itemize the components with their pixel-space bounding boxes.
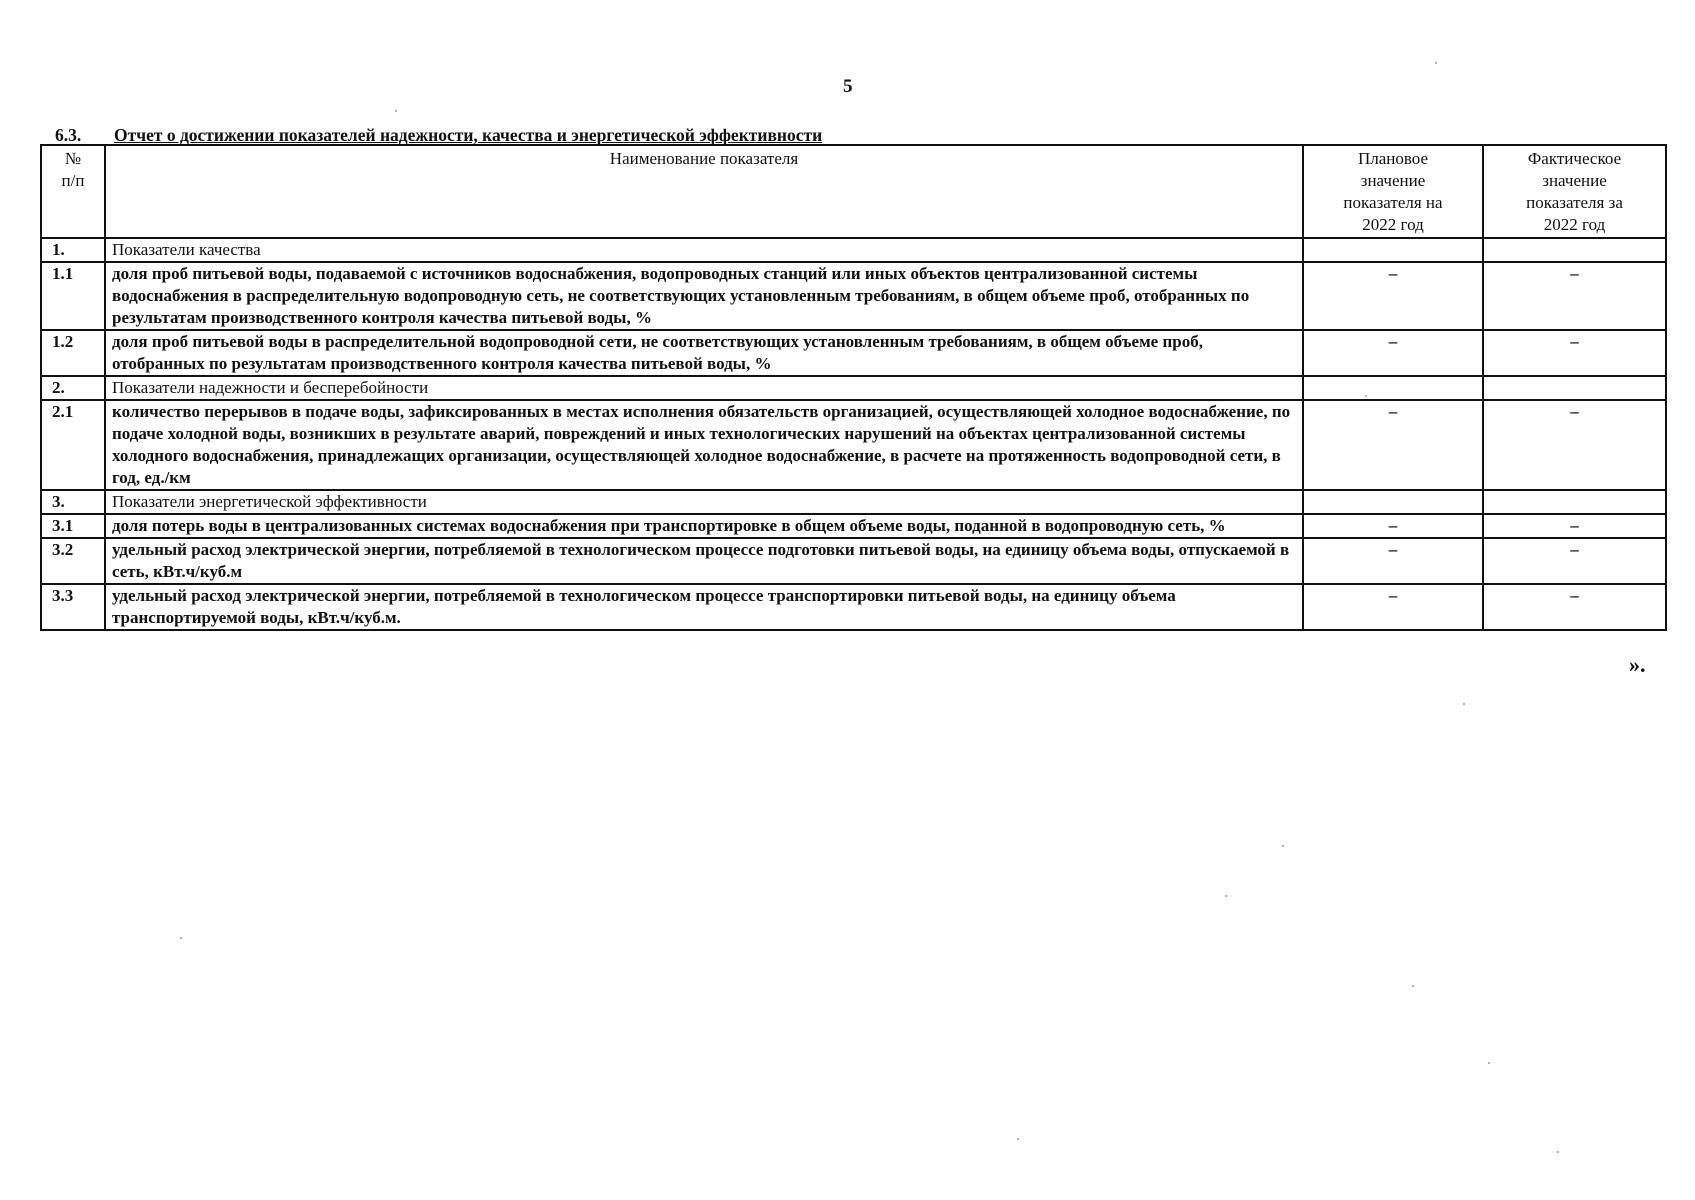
row-number: 1. <box>41 238 105 262</box>
table-section-row <box>41 376 1666 400</box>
scan-speck <box>1365 395 1367 397</box>
row-planned-value: – <box>1303 514 1483 538</box>
row-number: 2.1 <box>41 400 105 490</box>
row-actual-value: – <box>1483 538 1666 584</box>
row-indicator-name: количество перерывов в подаче воды, зафиксированных в местах исполнения обязательств организацией, осуществляющей холодное водоснабжение, по подаче холодной воды, возникших в результате аварий, повреждений и иных технологических нарушений на объектах централизованной системы холодного водоснабжения, принадлежащих организации, осуществляющей холодное водоснабжение, в расчете на протяженность водопроводной сети, в год, ед./км <box>105 400 1303 490</box>
header-no-line-2: п/п <box>61 171 85 190</box>
scan-speck <box>1488 1062 1490 1064</box>
row-number: 3.1 <box>41 514 105 538</box>
scan-speck <box>1557 1151 1559 1153</box>
row-indicator-name: Показатели надежности и бесперебойности <box>105 376 1303 400</box>
row-actual-value <box>1483 490 1666 514</box>
indicators-table <box>40 144 1667 631</box>
row-actual-value: – <box>1483 400 1666 490</box>
row-planned-value: – <box>1303 400 1483 490</box>
row-planned-value: – <box>1303 584 1483 630</box>
row-indicator-name: удельный расход электрической энергии, потребляемой в технологическом процессе транспортировки питьевой воды, на единицу объема транспортируемой воды, кВт.ч/куб.м. <box>105 584 1303 630</box>
table-row <box>41 538 1666 584</box>
row-planned-value <box>1303 490 1483 514</box>
row-number: 3.3 <box>41 584 105 630</box>
page-number: 5 <box>843 76 853 97</box>
row-indicator-name: доля проб питьевой воды в распределительной водопроводной сети, не соответствующих установленным требованиям, в общем объеме проб, отобранных по результатам производственного контроля качества питьевой воды, % <box>105 330 1303 376</box>
header-planned: Плановое значение показателя на 2022 год <box>1303 145 1483 238</box>
row-number: 1.2 <box>41 330 105 376</box>
header-actual: Фактическое значение показателя за 2022 год <box>1483 145 1666 238</box>
closing-quote: ». <box>1629 652 1646 677</box>
row-planned-value <box>1303 238 1483 262</box>
table-section-row <box>41 238 1666 262</box>
table-header-row <box>41 145 1666 238</box>
table-row <box>41 262 1666 330</box>
scan-speck <box>1463 703 1465 705</box>
row-number: 1.1 <box>41 262 105 330</box>
row-actual-value: – <box>1483 514 1666 538</box>
table-body <box>41 238 1666 630</box>
scan-speck <box>1435 62 1437 64</box>
row-actual-value: – <box>1483 330 1666 376</box>
row-planned-value: – <box>1303 538 1483 584</box>
header-name: Наименование показателя <box>105 145 1303 238</box>
row-number: 3.2 <box>41 538 105 584</box>
table-row <box>41 584 1666 630</box>
row-planned-value: – <box>1303 330 1483 376</box>
row-actual-value <box>1483 376 1666 400</box>
row-actual-value <box>1483 238 1666 262</box>
header-no-line-1: № <box>64 149 82 168</box>
row-actual-value: – <box>1483 584 1666 630</box>
table-row <box>41 400 1666 490</box>
row-planned-value: – <box>1303 262 1483 330</box>
row-indicator-name: удельный расход электрической энергии, потребляемой в технологическом процессе подготовки питьевой воды, на единицу объема воды, отпускаемой в сеть, кВт.ч/куб.м <box>105 538 1303 584</box>
section-number: 6.3. <box>55 125 82 145</box>
scan-speck <box>1017 1138 1019 1140</box>
row-actual-value: – <box>1483 262 1666 330</box>
scan-speck <box>1282 845 1284 847</box>
scan-speck <box>1225 895 1227 897</box>
row-indicator-name: доля потерь воды в централизованных системах водоснабжения при транспортировке в общем объеме воды, поданной в водопроводную сеть, % <box>105 514 1303 538</box>
row-planned-value <box>1303 376 1483 400</box>
table-row <box>41 514 1666 538</box>
row-indicator-name: Показатели энергетической эффективности <box>105 490 1303 514</box>
table-section-row <box>41 490 1666 514</box>
scan-speck <box>1412 985 1414 987</box>
row-number: 3. <box>41 490 105 514</box>
table-row <box>41 330 1666 376</box>
scan-speck <box>180 937 182 939</box>
header-no <box>41 145 105 238</box>
section-title: Отчет о достижении показателей надежности, качества и энергетической эффективности <box>114 125 823 145</box>
row-indicator-name: доля проб питьевой воды, подаваемой с источников водоснабжения, водопроводных станций или иных объектов централизованной системы водоснабжения в распределительную водопроводную сеть, не соответствующих установленным требованиям, в общем объеме проб, отобранных по результатам производственного контроля качества питьевой воды, % <box>105 262 1303 330</box>
row-indicator-name: Показатели качества <box>105 238 1303 262</box>
row-number: 2. <box>41 376 105 400</box>
scan-speck <box>395 110 397 112</box>
section-heading <box>55 125 822 146</box>
